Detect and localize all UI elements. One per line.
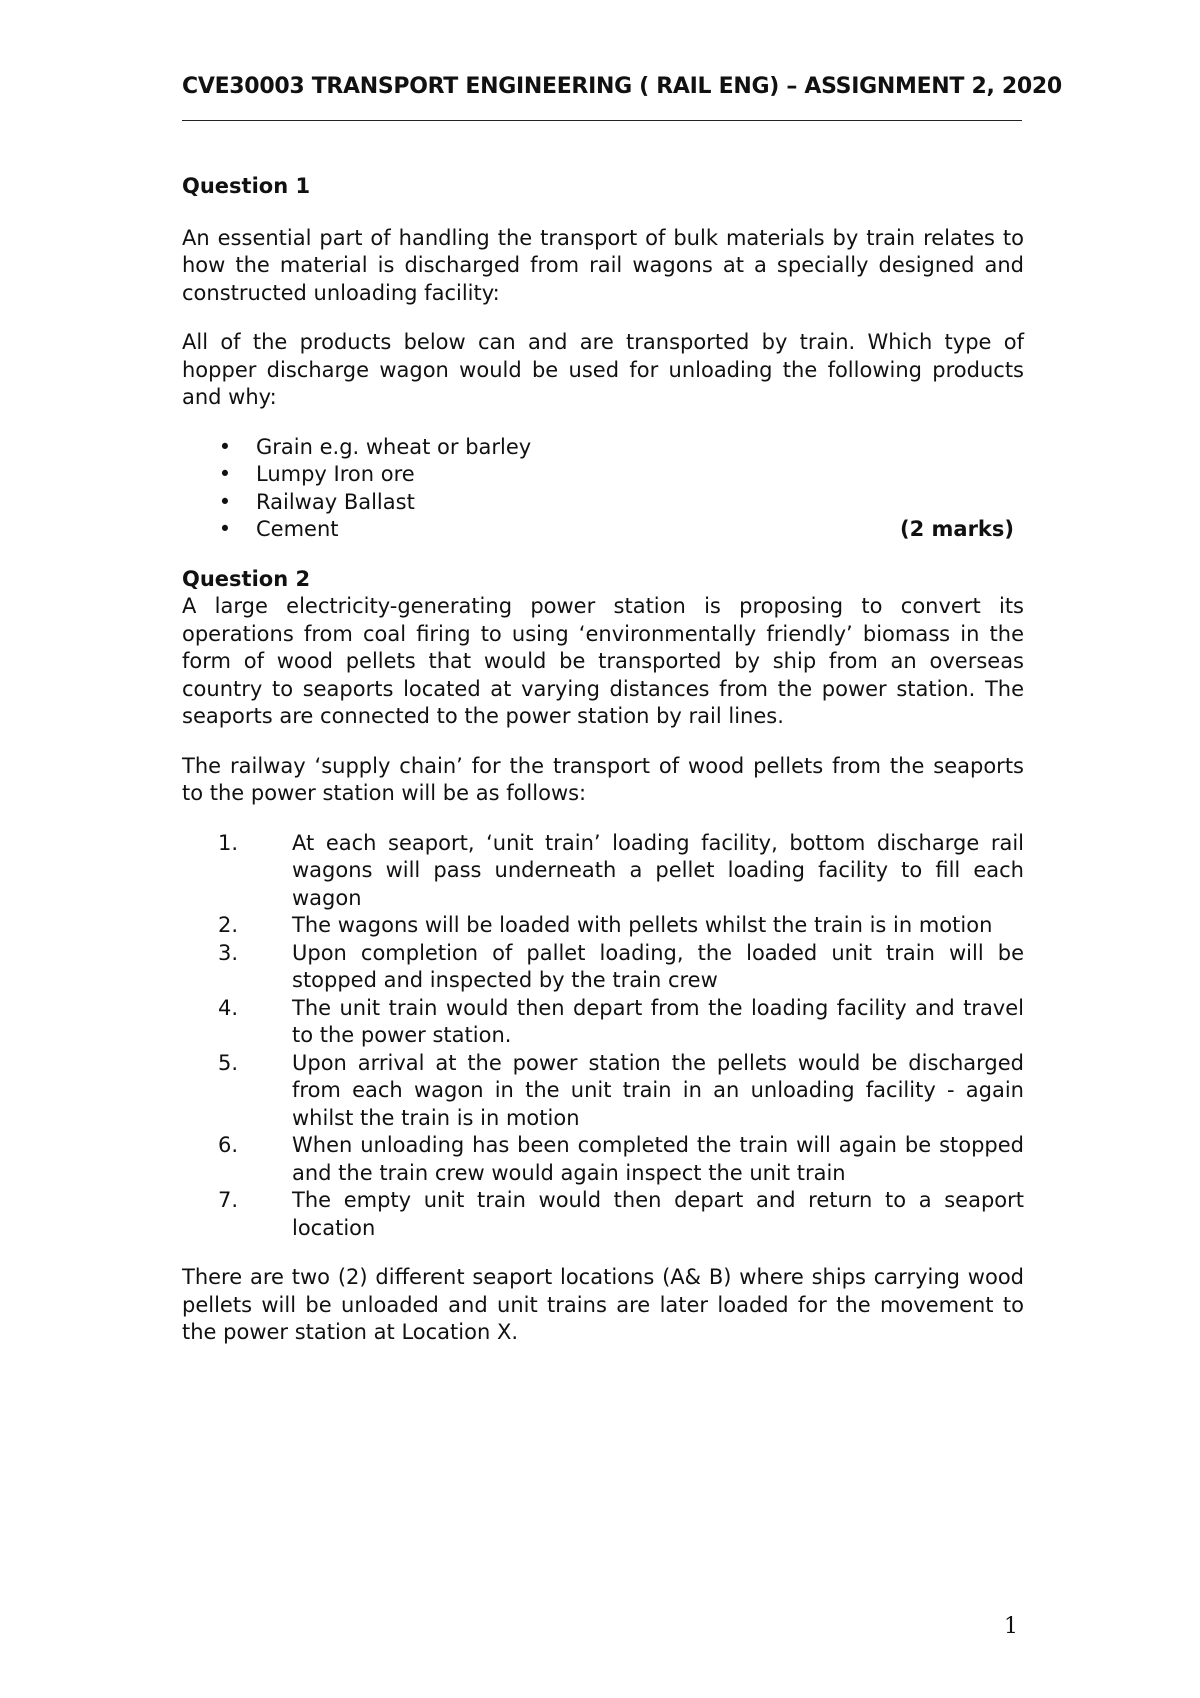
step-text: When unloading has been completed the train will again be stopped and the train crew would again inspect the unit train <box>292 1133 1024 1185</box>
question-1-marks: (2 marks) <box>900 517 1014 541</box>
question-1-paragraph-2: All of the products below can and are transported by train. Which type of hopper discharge wagon would be used for unloading the following products and why: <box>182 330 1024 409</box>
question-2-heading: Question 2 <box>182 566 311 591</box>
supply-chain-steps <box>182 830 1024 1243</box>
step-number: 7. <box>218 1188 239 1212</box>
bullet-icon: • <box>218 517 232 541</box>
step-text: Upon completion of pallet loading, the loaded unit train will be stopped and inspected by the train crew <box>292 940 1024 992</box>
question-1-paragraph-1: An essential part of handling the transport of bulk materials by train relates to how the material is discharged from rail wagons at a specially designed and constructed unloading facility: <box>182 225 1024 305</box>
list-item-text: Railway Ballast <box>256 489 415 514</box>
step-text: Upon arrival at the power station the pellets would be discharged from each wagon in the unit train in an unloading facility - again whilst the train is in motion <box>292 1050 1024 1130</box>
list-item <box>182 516 1024 544</box>
product-list <box>182 434 1024 544</box>
bullet-icon: • <box>218 462 232 486</box>
step-number: 6. <box>218 1133 239 1157</box>
step-text: The wagons will be loaded with pellets whilst the train is in motion <box>292 913 993 937</box>
document-header: CVE30003 TRANSPORT ENGINEERING ( RAIL ENG) – ASSIGNMENT 2, 2020 <box>182 74 1062 99</box>
list-item <box>182 912 1024 940</box>
step-number: 4. <box>218 995 239 1020</box>
question-2-paragraph-3: There are two (2) different seaport locations (A& B) where ships carrying wood pellets will be unloaded and unit trains are later loaded for the movement to the power station at Location X. <box>182 1265 1024 1344</box>
list-item-text: Cement <box>256 517 339 541</box>
list-item <box>182 830 1024 913</box>
list-item <box>182 461 1024 489</box>
step-text: At each seaport, ‘unit train’ loading facility, bottom discharge rail wagons will pass underneath a pellet loading facility to fill each wagon <box>292 830 1024 910</box>
step-text: The unit train would then depart from the loading facility and travel to the power station. <box>292 995 1024 1047</box>
question-2-paragraph-1: A large electricity-generating power station is proposing to convert its operations from coal firing to using ‘environmentally friendly’ biomass in the form of wood pellets that would be transported by ship from an overseas country to seaports located at varying distances from the power station. The seaports are connected to the power station by rail lines. <box>182 594 1024 728</box>
bullet-icon: • <box>218 434 232 459</box>
step-text: The empty unit train would then depart and return to a seaport location <box>292 1188 1024 1240</box>
page-number: 1 <box>1004 1614 1018 1639</box>
list-item <box>182 489 1024 517</box>
step-number: 3. <box>218 940 239 965</box>
list-item <box>182 1187 1024 1242</box>
document-page <box>182 72 1062 1347</box>
list-item-text: Grain e.g. wheat or barley <box>256 434 532 459</box>
list-item <box>182 1050 1024 1133</box>
list-item <box>182 940 1024 995</box>
question-1-heading: Question 1 <box>182 174 311 198</box>
step-number: 2. <box>218 913 239 937</box>
question-2-paragraph-2: The railway ‘supply chain’ for the transport of wood pellets from the seaports to the power station will be as follows: <box>182 753 1024 805</box>
list-item-text: Lumpy Iron ore <box>256 462 415 486</box>
step-number: 1. <box>218 830 239 855</box>
bullet-icon: • <box>218 489 232 514</box>
list-item <box>182 434 1024 462</box>
step-number: 5. <box>218 1050 239 1075</box>
list-item <box>182 995 1024 1050</box>
list-item <box>182 1132 1024 1187</box>
